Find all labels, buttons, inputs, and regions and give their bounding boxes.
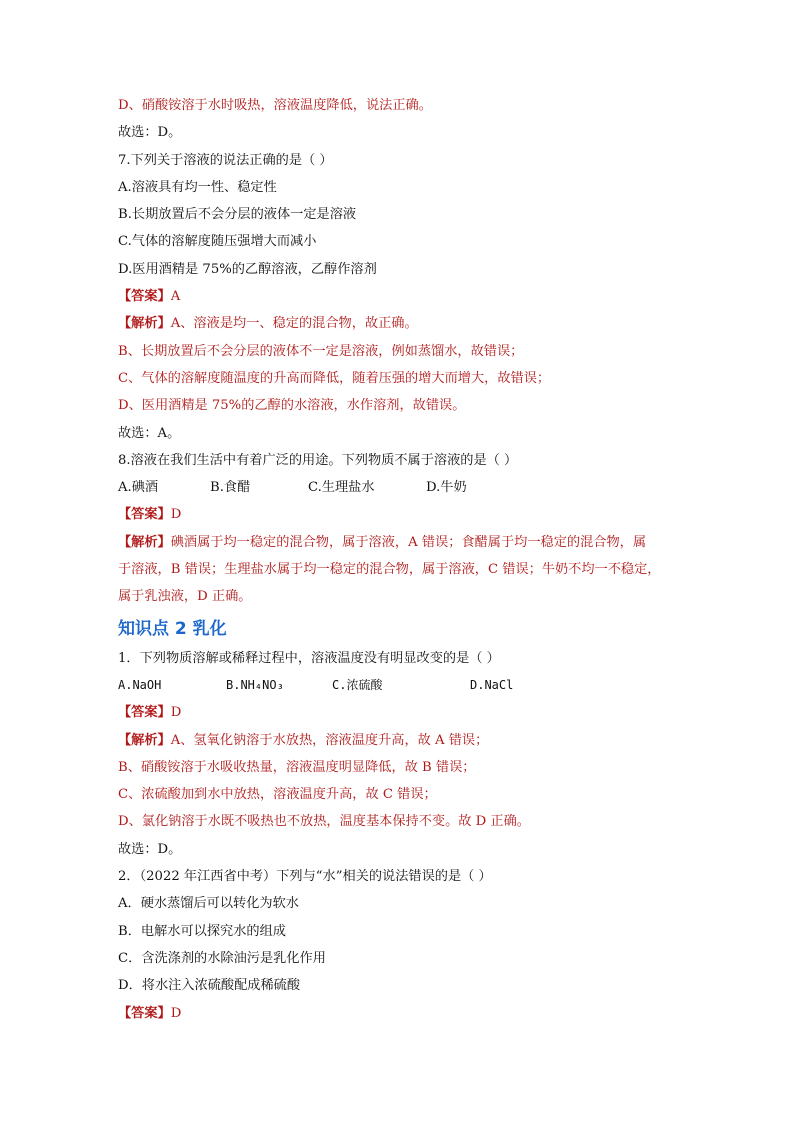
answer-line [118,1000,678,1027]
option-c: C.浓硫酸 [332,677,383,692]
option-c: C.生理盐水 [308,480,375,496]
analysis-line-d: D、氯化钠溶于水既不吸热也不放热，温度基本保持不变。故 D 正确。 [118,814,530,830]
option-d: D.NaCl [470,677,514,692]
conclusion-line: 故选：A。 [118,425,181,441]
analysis-line-c: C、浓硫酸加到水中放热，溶液温度升高，故 C 错误； [118,787,437,803]
option-a: A.NaOH [118,677,162,692]
answer-value: D [170,507,182,523]
analysis-line-cont: 于溶液，B 错误；生理盐水属于均一稳定的混合物，属于溶液，C 错误；牛奶不均一不稳定， [118,562,661,578]
answer-value: D [170,705,182,721]
answer-line [118,501,678,528]
question-7: 7.下列关于溶液的说法正确的是（ ） [118,152,333,168]
question-7-option-c: C.气体的溶解度随压强增大而减小 [118,234,317,250]
analysis-line [118,529,678,556]
answer-value: D [170,1005,182,1021]
analysis-tag: 【解析】 [118,316,171,332]
analysis-line-c: C、气体的溶解度随温度的升高而降低，随着压强的增大而增大，故错误； [118,370,551,386]
analysis-text: 碘酒属于均一稳定的混合物，属于溶液，A 错误；食醋属于均一稳定的混合物，属 [170,534,647,550]
question-7-option-d: D.医用酒精是 75%的乙醇溶液，乙醇作溶剂 [118,261,377,277]
analysis-text: A、氢氧化钠溶于水放热，溶液温度升高，故 A 错误； [170,732,489,748]
option-b: B.NH₄NO₃ [226,677,284,692]
question-2-option-a: A．硬水蒸馏后可以转化为软水 [118,896,299,912]
answer-tag: 【答案】 [118,705,171,721]
answer-d-explanation: D、硝酸铵溶于水时吸热，溶液温度降低，说法正确。 [118,98,432,113]
analysis-line [118,727,678,754]
analysis-tag: 【解析】 [118,534,171,550]
question-8-options [118,474,678,501]
question-7-option-b: B.长期放置后不会分层的液体一定是溶液 [118,207,357,223]
analysis-content [118,529,646,556]
answer-tag: 【答案】 [118,1005,171,1021]
section-heading: 知识点 2 乳化 [118,618,227,639]
analysis-text: A、溶液是均一、稳定的混合物，故正确。 [170,316,418,332]
answer-line [118,283,678,310]
question-2-option-c: C．含洗涤剂的水除油污是乳化作用 [118,950,326,966]
document-page [118,92,678,1027]
question-1: 1．下列物质溶解或稀释过程中，溶液温度没有明显改变的是（ ） [118,650,500,666]
analysis-line-b: B、硝酸铵溶于水吸收热量，溶液温度明显降低，故 B 错误； [118,759,476,775]
answer-value: A [170,289,181,305]
conclusion-line: 故选：D。 [118,841,182,857]
question-2-option-b: B．电解水可以探究水的组成 [118,923,286,939]
analysis-line-b: B、长期放置后不会分层的液体不一定是溶液，例如蒸馏水，故错误； [118,343,524,359]
analysis-line [118,310,678,337]
question-7-option-a: A.溶液具有均一性、稳定性 [118,179,277,195]
analysis-line-end: 属于乳浊液，D 正确。 [118,589,252,605]
answer-tag: 【答案】 [118,507,171,523]
analysis-tag: 【解析】 [118,732,171,748]
answer-line [118,699,678,726]
question-2-option-d: D．将水注入浓硫酸配成稀硫酸 [118,978,301,994]
analysis-line-d: D、医用酒精是 75%的乙醇的水溶液，水作溶剂，故错误。 [118,398,466,414]
question-2: 2．（2022 年江西省中考）下列与“水”相关的说法错误的是（ ） [118,869,492,885]
option-b: B.食醋 [210,480,251,496]
answer-tag: 【答案】 [118,289,171,305]
option-a: A.碘酒 [118,480,159,496]
conclusion-line: 故选：D。 [118,125,182,141]
option-d: D.牛奶 [426,480,467,496]
question-1-options [118,672,678,699]
question-8: 8.溶液在我们生活中有着广泛的用途。下列物质不属于溶液的是（ ） [118,452,518,468]
